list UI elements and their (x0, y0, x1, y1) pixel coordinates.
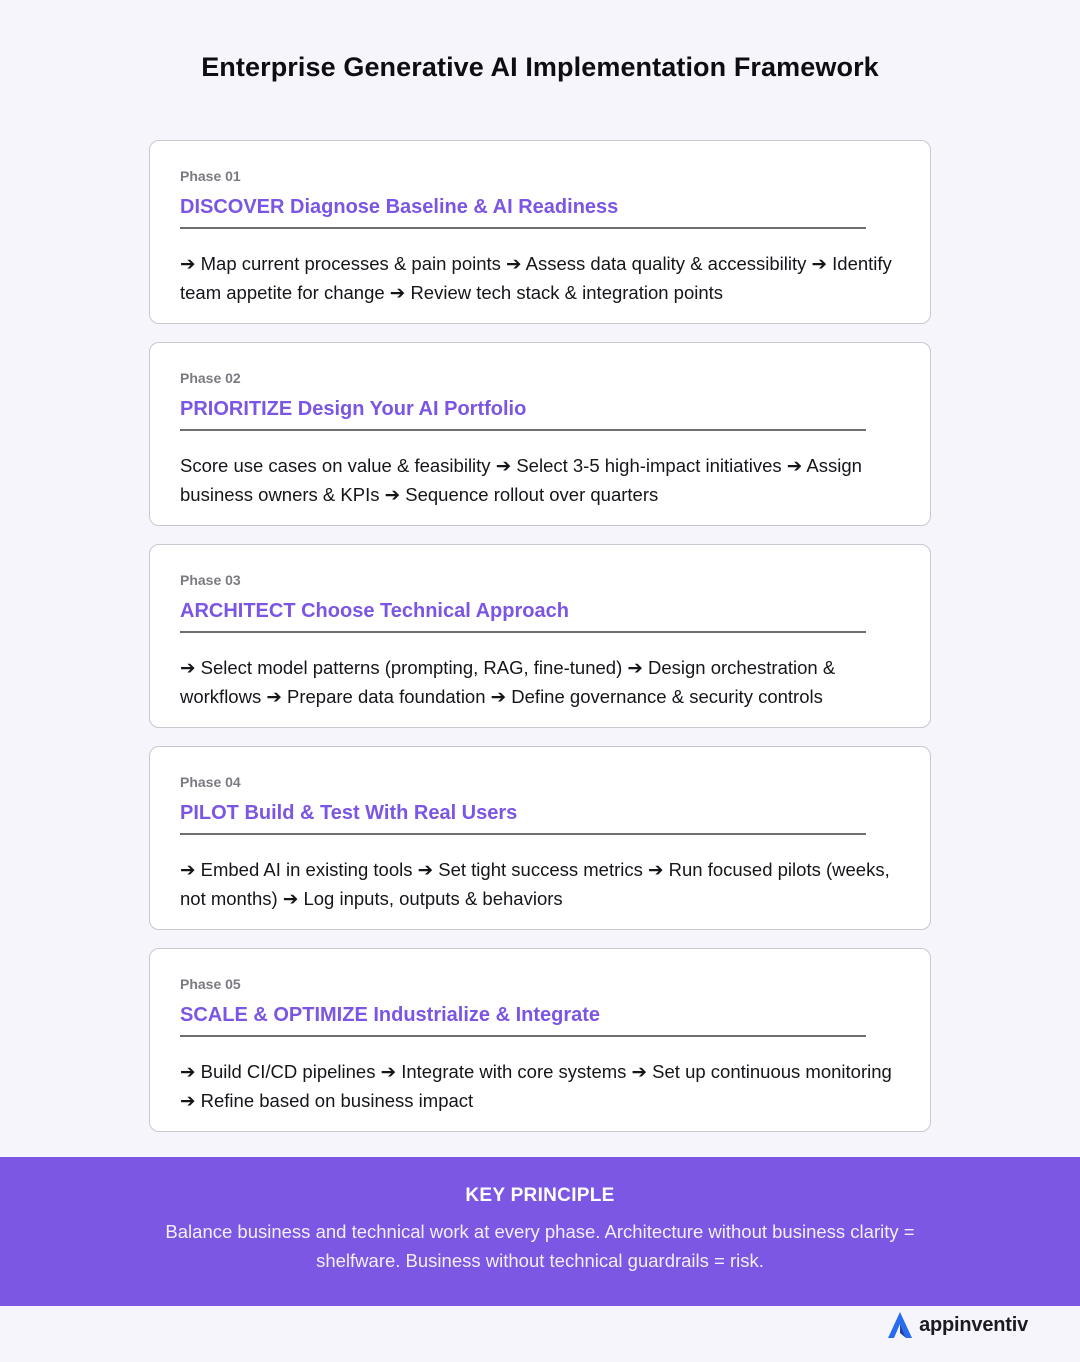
phase-label: Phase 01 (180, 168, 241, 184)
key-principle-text: Balance business and technical work at every phase. Architecture without business clarity = shelfware. Business without technical guardrails = risk. (165, 1221, 915, 1271)
phase-steps: ➔ Select model patterns (prompting, RAG, fine-tuned) ➔ Design orchestration & workflows ➔ Prepare data foundation ➔ Define governance & security controls (180, 657, 836, 707)
brand-logo (887, 1310, 1028, 1340)
phase-label: Phase 05 (180, 976, 241, 992)
phase-label: Phase 03 (180, 572, 241, 588)
phase-steps: ➔ Build CI/CD pipelines ➔ Integrate with core systems ➔ Set up continuous monitoring ➔ Refine based on business impact (180, 1061, 892, 1111)
phase-steps: ➔ Embed AI in existing tools ➔ Set tight success metrics ➔ Run focused pilots (weeks, not months) ➔ Log inputs, outputs & behaviors (180, 859, 890, 909)
key-principle-banner (0, 1157, 1080, 1306)
phase-divider (180, 429, 866, 431)
phase-card-04 (149, 746, 931, 930)
phase-divider (180, 1035, 866, 1037)
phase-label: Phase 02 (180, 370, 241, 386)
key-principle-title: KEY PRINCIPLE (465, 1185, 615, 1206)
brand-name: appinventiv (919, 1313, 1028, 1336)
phase-card-02 (149, 342, 931, 526)
phase-divider (180, 227, 866, 229)
phase-card-01 (149, 140, 931, 324)
phase-divider (180, 631, 866, 633)
phase-divider (180, 833, 866, 835)
phase-title: ARCHITECT Choose Technical Approach (180, 600, 569, 622)
phase-card-05 (149, 948, 931, 1132)
phase-steps: ➔ Map current processes & pain points ➔ Assess data quality & accessibility ➔ Identify team appetite for change ➔ Review tech stack & integration points (180, 253, 892, 303)
phase-title: PRIORITIZE Design Your AI Portfolio (180, 398, 527, 420)
phase-label: Phase 04 (180, 774, 241, 790)
phase-title: PILOT Build & Test With Real Users (180, 802, 518, 824)
phase-card-03 (149, 544, 931, 728)
appinventiv-logo-icon (887, 1311, 913, 1339)
phase-title: DISCOVER Diagnose Baseline & AI Readiness (180, 196, 619, 218)
page-title: Enterprise Generative AI Implementation Framework (201, 52, 879, 82)
phase-steps: Score use cases on value & feasibility ➔ Select 3-5 high-impact initiatives ➔ Assign business owners & KPIs ➔ Sequence rollout over quarters (180, 455, 862, 505)
phase-title: SCALE & OPTIMIZE Industrialize & Integrate (180, 1004, 601, 1026)
